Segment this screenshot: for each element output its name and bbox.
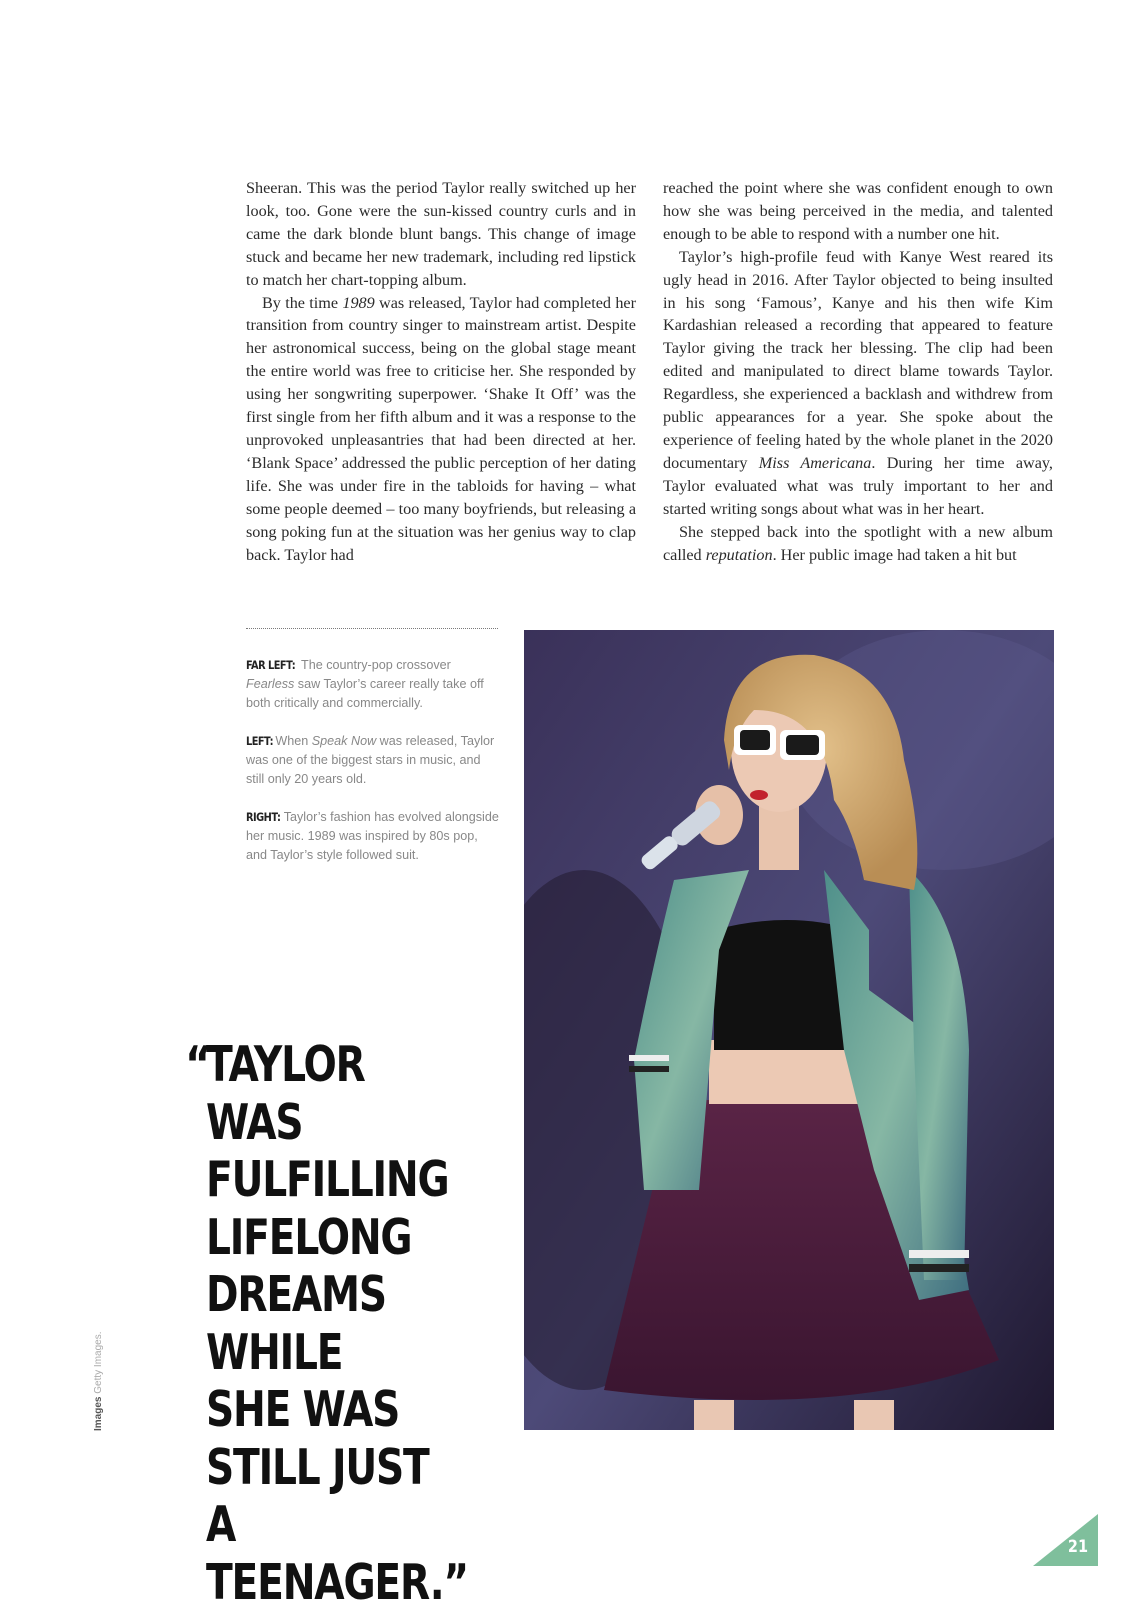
pull-quote-line: FULFILLING	[206, 1151, 470, 1209]
photo-captions	[246, 656, 502, 884]
text-run: By the time	[262, 294, 342, 312]
image-credit-text: Getty Images.	[93, 1332, 104, 1397]
text-run: The country-pop crossover	[298, 658, 451, 672]
text-run: When	[272, 734, 312, 748]
body-paragraph	[246, 292, 636, 567]
body-paragraph	[663, 246, 1053, 521]
performer-illustration	[524, 630, 1054, 1430]
body-paragraph	[663, 521, 1053, 567]
italic-title: 1989	[342, 294, 374, 312]
text-run: saw Taylor’s career really take off both critically and commercially.	[246, 677, 484, 710]
body-paragraph	[663, 177, 1053, 246]
text-run: reached the point where she was confident enough to own how she was being perceived in the media, and talented enough to be able to respond with a number one hit.	[663, 179, 1053, 243]
pull-quote-line: LIFELONG	[206, 1209, 470, 1267]
image-credit	[93, 1332, 104, 1432]
pull-quote-line: DREAMS WHILE	[206, 1266, 470, 1381]
article-column-left	[246, 177, 636, 566]
italic-title: Miss Americana	[759, 454, 872, 472]
text-run: She stepped back into the spotlight with a new album called	[663, 523, 1053, 564]
italic-title: Speak Now	[312, 734, 376, 748]
text-run: Taylor’s high-profile feud with Kanye West reared its ugly head in 2016. After Taylor objected to being insulted in his song ‘Famous’, Kanye and his then wife Kim Kardashian released a recording that appeared to feature Taylor giving the track her blessing. The clip had been edited and manipulated to direct blame towards Taylor. Regardless, she experienced a backlash and withdrew from public appearances for a year. She spoke about the experience of feeling hated by the whole planet in the 2020 documentary	[663, 248, 1053, 472]
photo-caption	[246, 732, 502, 789]
caption-label: LEFT:	[246, 732, 273, 751]
italic-title: reputation	[706, 546, 773, 564]
pull-quote-line: STILL JUST A	[206, 1439, 470, 1554]
article-column-right	[663, 177, 1053, 566]
text-run: Sheeran. This was the period Taylor really switched up her look, too. Gone were the sun-kissed country curls and in came the dark blonde blunt bangs. This change of image stuck and became her new trademark, including red lipstick to match her chart-topping album.	[246, 179, 636, 289]
photo-caption	[246, 656, 502, 713]
pull-quote-line: TEENAGER.”	[206, 1554, 470, 1611]
pull-quote	[206, 1036, 470, 1611]
pull-quote-line: SHE WAS	[206, 1381, 470, 1439]
caption-divider	[246, 628, 498, 629]
body-paragraph	[246, 177, 636, 292]
concert-photo	[524, 630, 1054, 1430]
text-run: Taylor’s fashion has evolved alongside her music. 1989 was inspired by 80s pop, and Taylor’s style followed suit.	[246, 810, 499, 862]
pull-quote-line: TAYLOR WAS	[206, 1036, 470, 1151]
caption-label: RIGHT:	[246, 808, 280, 827]
image-credit-label: Images	[93, 1397, 104, 1431]
text-run: . During her time away, Taylor evaluated what was truly important to her and started writing songs about what was in her heart.	[663, 454, 1053, 518]
italic-title: Fearless	[246, 677, 294, 691]
pull-quote-open-mark: “	[185, 1036, 210, 1094]
photo-caption	[246, 808, 502, 865]
text-run: was released, Taylor had completed her transition from country singer to mainstream artist. Despite her astronomical success, being on the global stage meant the entire world was free to criticise her. She responded by using her songwriting superpower. ‘Shake It Off’ was the first single from her fifth album and it was a response to the unprovoked unpleasantries that had been directed at her. ‘Blank Space’ addressed the public perception of her dating life. She was under fire in the tabloids for having – what some people deemed – too many boyfriends, but releasing a song poking fun at the situation was her genius way to clap back. Taylor had	[246, 294, 636, 564]
caption-label: FAR LEFT:	[246, 656, 295, 675]
text-run: was released, Taylor was one of the biggest stars in music, and still only 20 years old.	[246, 734, 494, 786]
page-number: 21	[1061, 1537, 1095, 1557]
text-run: . Her public image had taken a hit but	[773, 546, 1017, 564]
